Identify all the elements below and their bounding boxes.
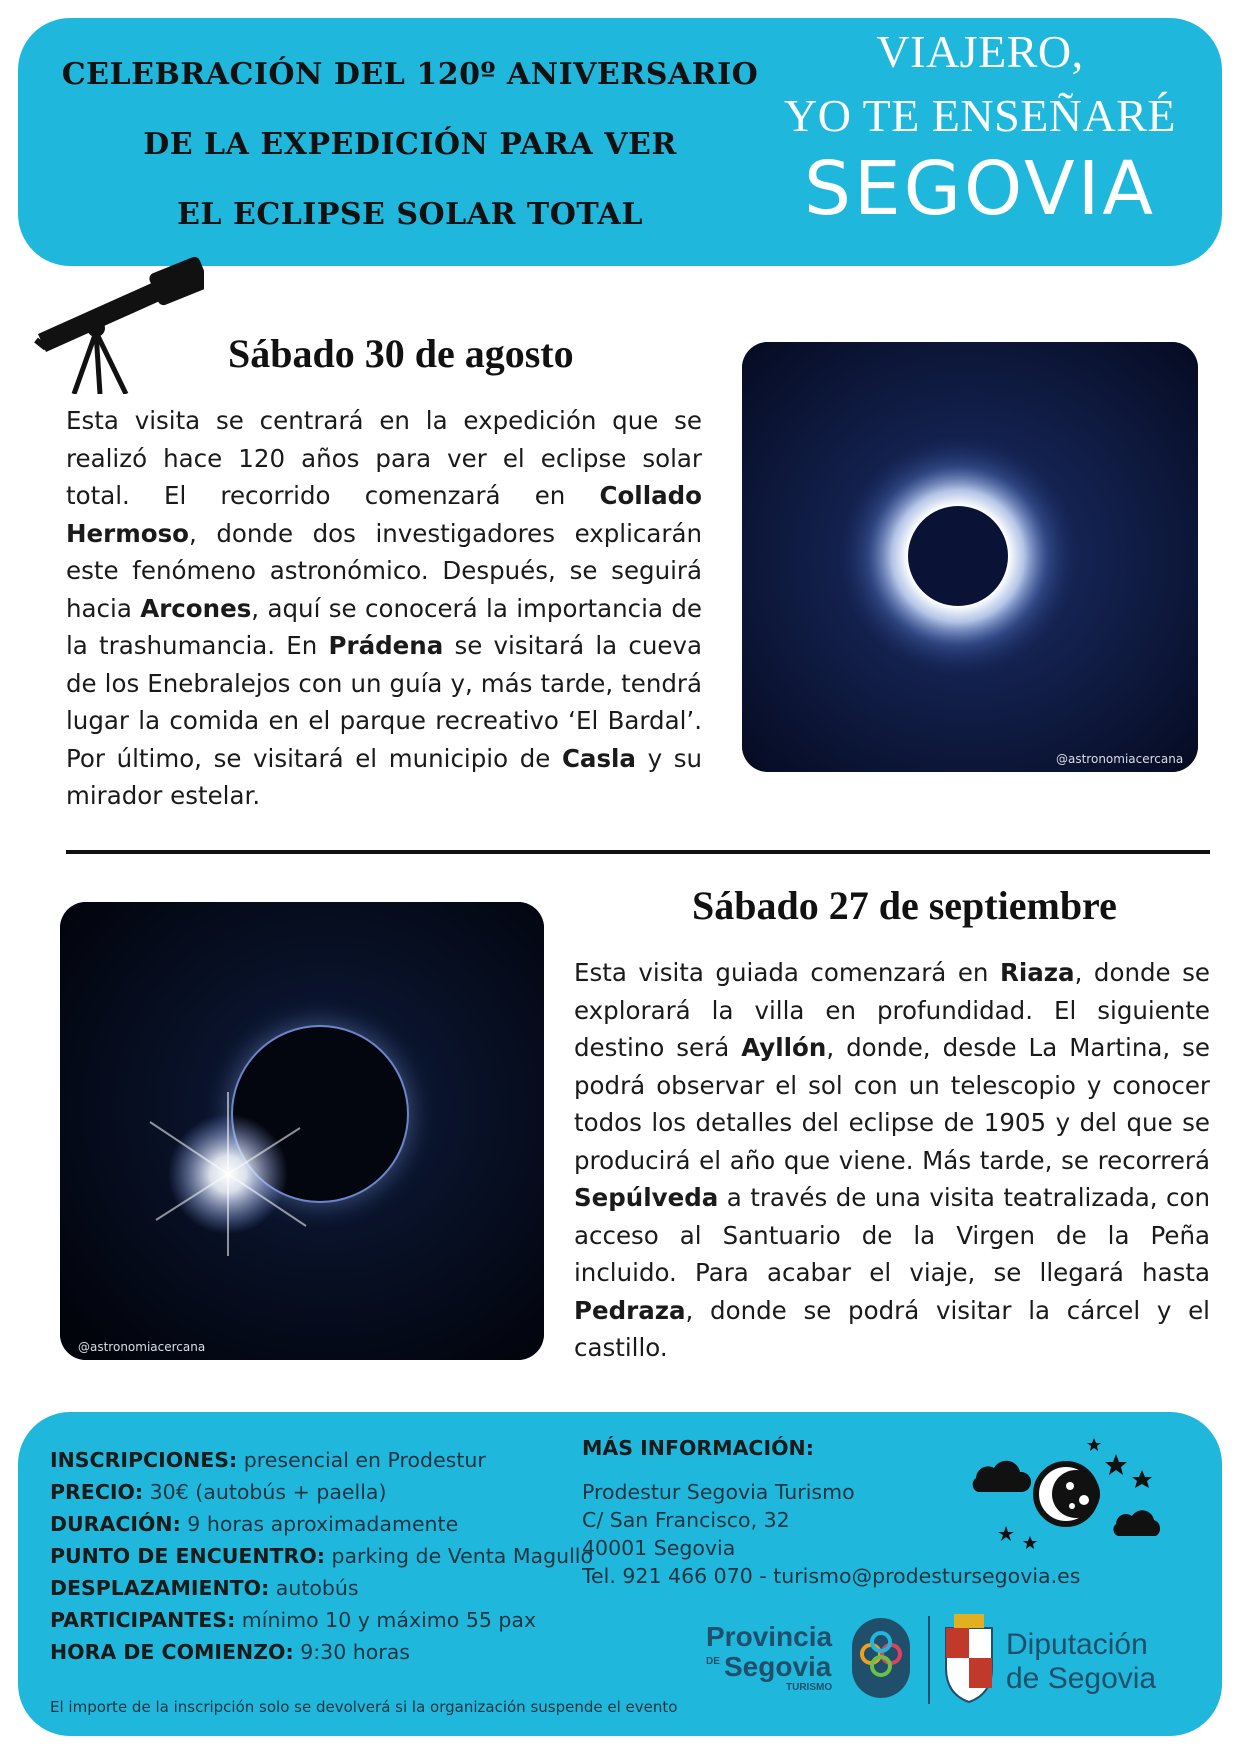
provincia-segovia-logo [706, 1612, 916, 1702]
telescope-icon [34, 254, 204, 394]
title-line: CELEBRACIÓN DEL 120º ANIVERSARIO [61, 57, 759, 92]
place-name: Prádena [328, 631, 444, 660]
visit1-title: Sábado 30 de agosto [228, 331, 574, 376]
more-info-line: Prodestur Segovia Turismo [582, 1480, 855, 1504]
info-label: DESPLAZAMIENTO: [50, 1576, 270, 1600]
info-value: presencial en Prodestur [237, 1448, 486, 1472]
place-name: Sepúlveda [574, 1183, 719, 1212]
text-segment: Esta visita guiada comenzará en [574, 958, 1000, 987]
text-segment: , donde dos investigadores explicarán este fenómeno astronómico. Después, se seguirá hacia [66, 518, 702, 623]
info-value: parking de Venta Magullo [324, 1544, 594, 1568]
info-row [50, 1604, 593, 1636]
logo-divider [928, 1616, 930, 1704]
info-row [50, 1572, 593, 1604]
text-segment: , aquí se conocerá la importancia de la trashumancia. En [66, 593, 702, 660]
logo-text: TURISMO [786, 1682, 833, 1693]
text-segment: , donde se explorará la villa en profundidad. El siguiente destino será [574, 958, 1210, 1062]
diputacion-segovia-logo [940, 1608, 1180, 1708]
text-segment: a través de una visita teatralizada, con acceso al Santuario de la Virgen de la Peña incluido. Para acabar el viaje, se llegará hasta [574, 1183, 1210, 1287]
more-info-line: C/ San Francisco, 32 [582, 1508, 790, 1532]
info-label: HORA DE COMIENZO: [50, 1640, 294, 1664]
place-name: Casla [561, 743, 636, 773]
info-label: PARTICIPANTES: [50, 1608, 236, 1632]
info-row [50, 1444, 593, 1476]
info-label: PRECIO: [50, 1480, 144, 1504]
slogan-line: VIAJERO, [876, 26, 1084, 77]
info-row [50, 1540, 593, 1572]
title-line: DE LA EXPEDICIÓN PARA VER [143, 127, 677, 162]
place-name: Arcones [140, 593, 252, 623]
logo-text: DE [706, 1656, 720, 1667]
info-row [50, 1476, 593, 1508]
event-title [60, 40, 760, 250]
info-value: autobús [269, 1576, 359, 1600]
info-label: PUNTO DE ENCUENTRO: [50, 1544, 325, 1568]
text-segment: y su mirador estelar. [66, 743, 702, 810]
visit2-description [574, 954, 1210, 1367]
eclipse-photo-2 [60, 902, 544, 1360]
text-segment: , donde se podrá visitar la cárcel y el castillo. [574, 1295, 1210, 1362]
photo-credit: @astronomiacercana [78, 1340, 206, 1354]
slogan [770, 20, 1190, 230]
logo-text: de Segovia [1006, 1662, 1157, 1695]
visit2-title: Sábado 27 de septiembre [692, 883, 1117, 928]
text-segment: se visitará la cueva de los Enebralejos con un guía y, más tarde, tendrá lugar la comida en el parque recreativo ‘El Bardal’. Por último, se visitará el municipio de [66, 631, 702, 773]
info-value: 30€ (autobús + paella) [143, 1480, 387, 1504]
info-list [50, 1444, 593, 1668]
more-info-line[interactable]: Tel. 921 466 070 - turismo@prodestursegovia.es [582, 1564, 1081, 1588]
place-name: Collado Hermoso [66, 481, 702, 548]
place-name: Pedraza [574, 1295, 686, 1325]
section-divider [66, 850, 1210, 854]
more-info-line: 40001 Segovia [582, 1536, 736, 1560]
logo-text: Diputación [1006, 1628, 1148, 1661]
more-info-heading: MÁS INFORMACIÓN: [582, 1436, 814, 1460]
info-value: 9 horas aproximadamente [180, 1512, 459, 1536]
info-label: DURACIÓN: [50, 1512, 181, 1536]
info-row [50, 1508, 593, 1540]
info-value: 9:30 horas [293, 1640, 410, 1664]
visit1-description [66, 402, 702, 815]
refund-note: El importe de la inscripción solo se devolverá si la organización suspende el evento [50, 1698, 678, 1716]
logo-text: Segovia [724, 1651, 832, 1682]
info-label: INSCRIPCIONES: [50, 1448, 238, 1472]
photo-credit: @astronomiacercana [1056, 752, 1184, 766]
text-segment: , donde, desde La Martina, se podrá observar el sol con un telescopio y conocer todos los detalles del eclipse de 1905 y del que se producirá el año que viene. Más tarde, se recorrerá [574, 1033, 1210, 1175]
slogan-line: YO TE ENSEÑARÉ [783, 90, 1177, 141]
eclipse-photo-1 [742, 342, 1198, 772]
info-row [50, 1636, 593, 1668]
slogan-segovia: SEGOVIA [803, 146, 1157, 232]
title-line: EL ECLIPSE SOLAR TOTAL [177, 197, 643, 232]
place-name: Ayllón [741, 1033, 827, 1062]
logo-text: Provincia [706, 1621, 833, 1652]
info-value: mínimo 10 y máximo 55 pax [235, 1608, 537, 1632]
sun-moon-stars-icon [966, 1432, 1176, 1552]
text-segment: Esta visita se centrará en la expedición que se realizó hace 120 años para ver el eclipse solar total. El recorrido comenzará en [66, 406, 702, 510]
place-name: Riaza [1000, 958, 1075, 987]
